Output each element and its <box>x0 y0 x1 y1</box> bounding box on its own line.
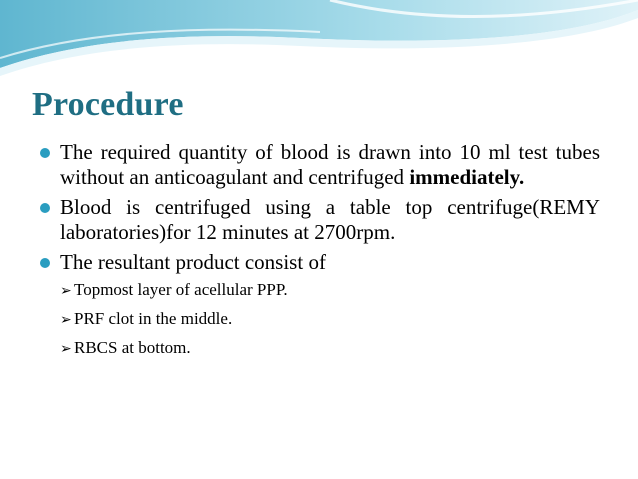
bullet-text: Blood is centrifuged using a table top centrifuge(REMY laboratories)for 12 minutes at 2700rpm. <box>60 195 600 244</box>
bullet-dot-icon <box>40 258 50 268</box>
bullet-list <box>38 140 600 367</box>
bullet-text: The required quantity of blood is drawn into 10 ml test tubes without an anticoagulant and centrifuged <box>60 140 600 189</box>
sub-list-item <box>38 338 600 358</box>
bullet-text-bold: immediately. <box>409 165 525 189</box>
list-item <box>38 140 600 190</box>
bullet-dot-icon <box>40 203 50 213</box>
arrow-bullet-icon: ➢ <box>60 284 72 299</box>
arrow-bullet-icon: ➢ <box>60 342 72 357</box>
bullet-dot-icon <box>40 148 50 158</box>
sub-bullet-text: PRF clot in the middle. <box>74 309 233 328</box>
arrow-bullet-icon: ➢ <box>60 313 72 328</box>
list-item <box>38 250 600 275</box>
sub-list-item <box>38 280 600 300</box>
list-item <box>38 195 600 245</box>
bullet-text: The resultant product consist of <box>60 250 326 274</box>
page-title: Procedure <box>32 86 184 123</box>
sub-bullet-text: Topmost layer of acellular PPP. <box>74 280 288 299</box>
header-wave-decoration <box>0 0 638 80</box>
sub-list-item <box>38 309 600 329</box>
sub-bullet-text: RBCS at bottom. <box>74 338 191 357</box>
